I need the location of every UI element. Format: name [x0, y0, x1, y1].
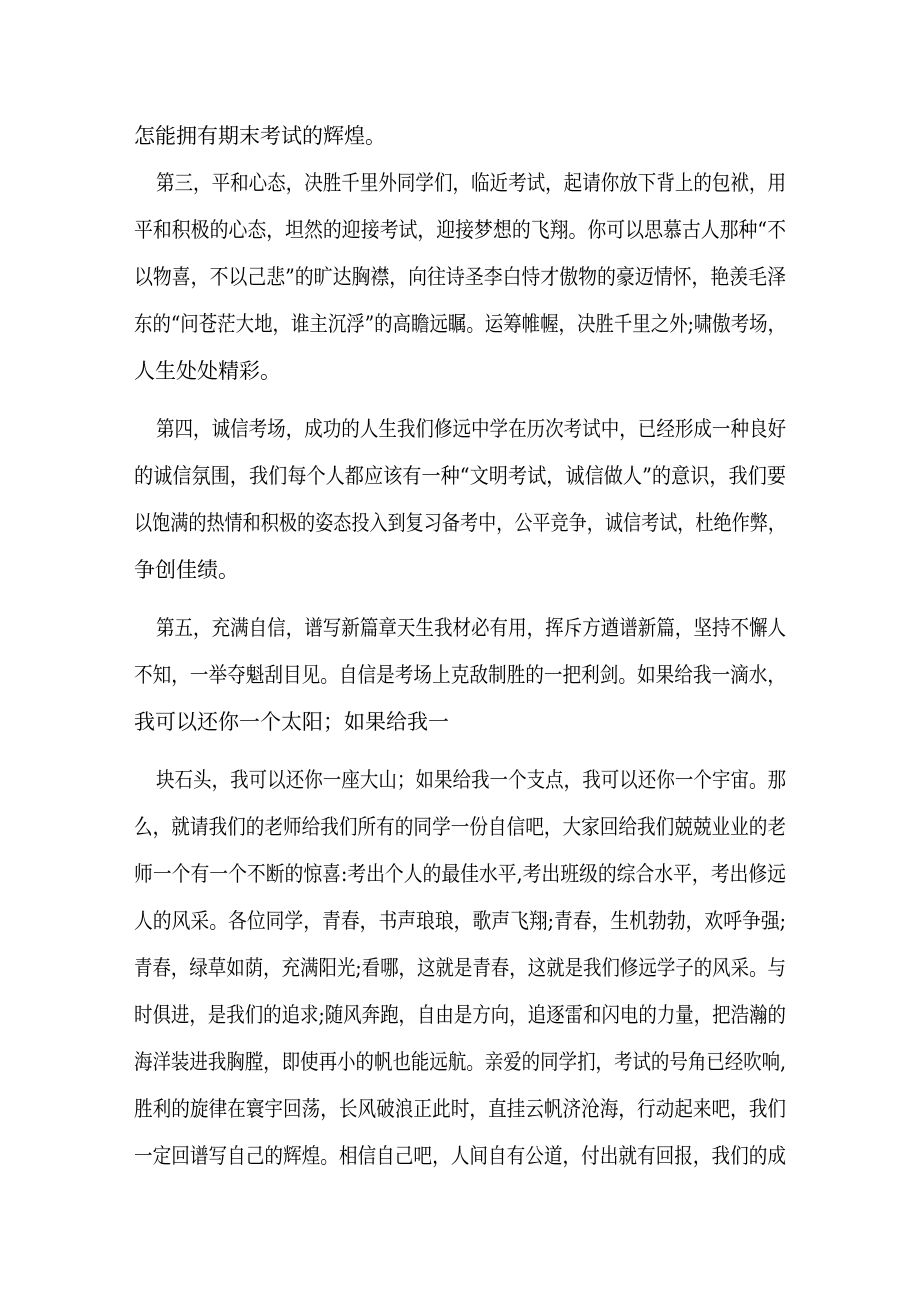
text-line: 青春，绿草如荫，充满阳光;看哪，这就是青春，这就是我们修远学子的风采。与 — [134, 956, 786, 980]
text-line: 不知，一举夺魁刮目见。自信是考场上克敌制胜的一把利剑。如果给我一滴水， — [134, 663, 787, 687]
text-line: 时俱进，是我们的追求;随风奔跑，自由是方向，追逐雷和闪电的力量，把浩瀚的 — [134, 1003, 786, 1027]
text-line: 的诚信氛围，我们每个人都应该有一种“文明考试，诚信做人”的意识，我们要 — [134, 464, 787, 488]
text-line: 胜利的旋律在寰宇回荡，长风破浪正此时，直挂云帆济沧海，行动起来吧，我们 — [134, 1097, 787, 1121]
text-line: 我可以还你一个太阳；如果给我一 — [134, 710, 449, 734]
text-line: 东的“问苍茫大地，谁主沉浮”的高瞻远瞩。运筹帷幄，决胜千里之外;啸傲考场， — [134, 312, 787, 336]
text-line: 海洋装进我胸膛，即使再小的帆也能远航。亲爱的同学扪，考试的号角已经吹响, — [134, 1050, 787, 1074]
text-line: 以饱满的热情和积极的姿态投入到复习备考中，公平竞争，诚信考试，杜绝作弊， — [134, 511, 786, 535]
text-line: 争创佳绩。 — [134, 558, 239, 582]
text-line: 人生处处精彩。 — [134, 359, 281, 383]
text-line: 平和积极的心态，坦然的迎接考试，迎接梦想的飞翔。你可以思慕古人那种“不 — [134, 218, 786, 242]
text-line: 么，就请我们的老师给我们所有的同学一份自信吧，大家回给我们兢兢业业的老 — [134, 815, 787, 839]
text-line: 师一个有一个不断的惊喜:考出个人的最佳水平,考出班级的综合水平，考出修远 — [134, 862, 786, 886]
paragraph-first-line: 第四，诚信考场，成功的人生我们修远中学在历次考试中，已经形成一种良好 — [156, 417, 787, 441]
paragraph-first-line: 第五，充满自信，谱写新篇章天生我材必有用，挥斥方遒谱新篇，坚持不懈人 — [156, 616, 787, 640]
text-line: 以物喜，不以己悲”的旷达胸襟，向往诗圣李白恃才傲物的豪迈情怀，艳羡毛泽 — [134, 265, 786, 289]
text-line: 一定回谱写自己的辉煌。相信自己吧，人间自有公道，付出就有回报，我们的成 — [134, 1144, 787, 1168]
paragraph-first-line: 第三，平和心态，决胜千里外同学们，临近考试，起请你放下背上的包袱，用 — [156, 171, 787, 195]
text-line: 人的风采。各位同学，青春，书声琅琅，歌声飞翔;青春，生机勃勃，欢呼争强; — [134, 909, 786, 933]
text-line: 怎能拥有期末考试的辉煌。 — [134, 124, 386, 148]
paragraph-first-line: 块石头，我可以还你一座大山；如果给我一个支点，我可以还你一个宇宙。那 — [156, 768, 787, 792]
